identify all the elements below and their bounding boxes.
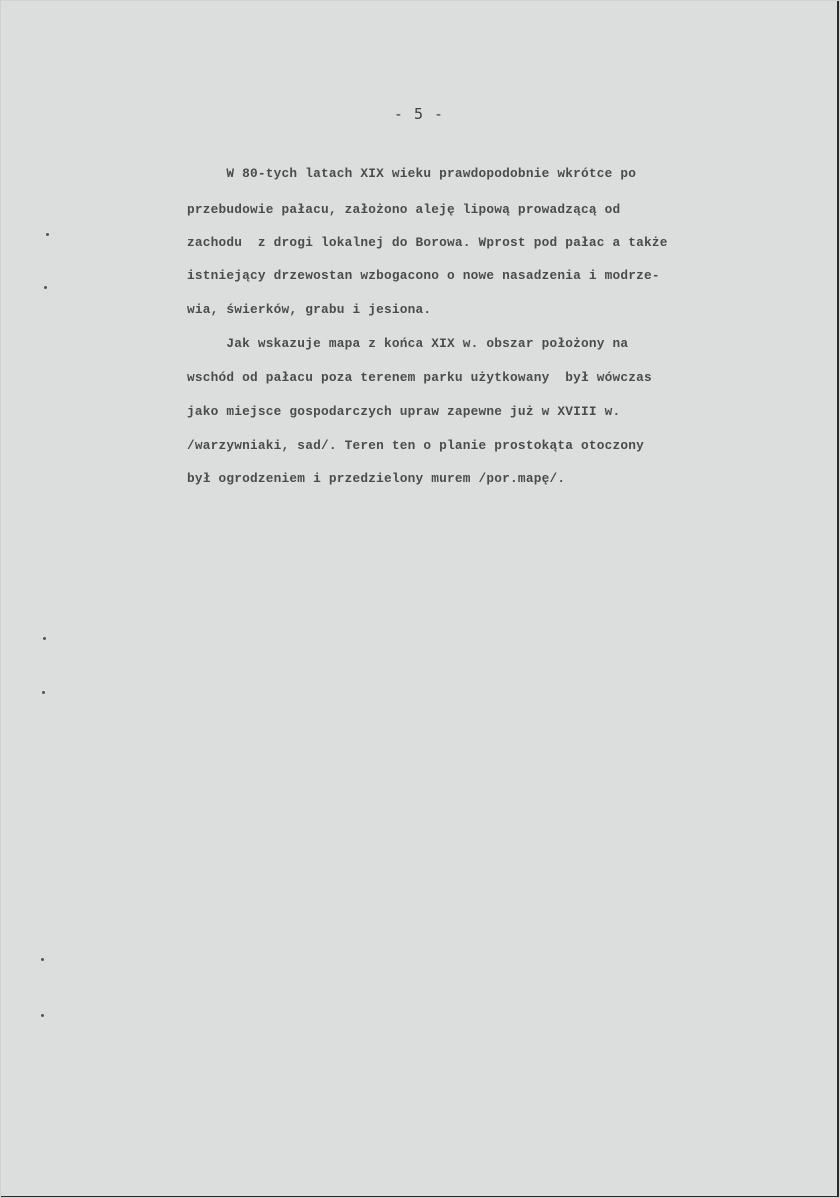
document-page — [1, 1, 839, 1197]
text-line: W 80-tych latach XIX wieku prawdopodobnie wkrótce po — [187, 166, 637, 181]
scan-speck — [46, 233, 49, 236]
text-line: jako miejsce gospodarczych upraw zapewne już w XVIII w. — [187, 404, 621, 419]
text-line: Jak wskazuje mapa z końca XIX w. obszar położony na — [187, 336, 629, 351]
text-line: był ogrodzeniem i przedzielony murem /por.mapę/. — [187, 471, 566, 486]
scan-speck — [41, 958, 44, 961]
text-line: zachodu z drogi lokalnej do Borowa. Wprost pod pałac a także — [187, 235, 668, 250]
text-line: /warzywniaki, sad/. Teren ten o planie prostokąta otoczony — [187, 438, 645, 453]
page-number: - 5 - — [393, 105, 445, 123]
text-line: wschód od pałacu poza terenem parku użytkowany był wówczas — [187, 370, 652, 385]
scan-speck — [43, 637, 46, 640]
text-line: wia, świerków, grabu i jesiona. — [187, 302, 432, 317]
scan-speck — [44, 286, 47, 289]
text-line: istniejący drzewostan wzbogacono o nowe nasadzenia i modrze- — [187, 268, 660, 283]
scan-speck — [42, 691, 45, 694]
scan-speck — [41, 1014, 44, 1017]
text-line: przebudowie pałacu, założono aleję lipową prowadzącą od — [187, 202, 621, 217]
